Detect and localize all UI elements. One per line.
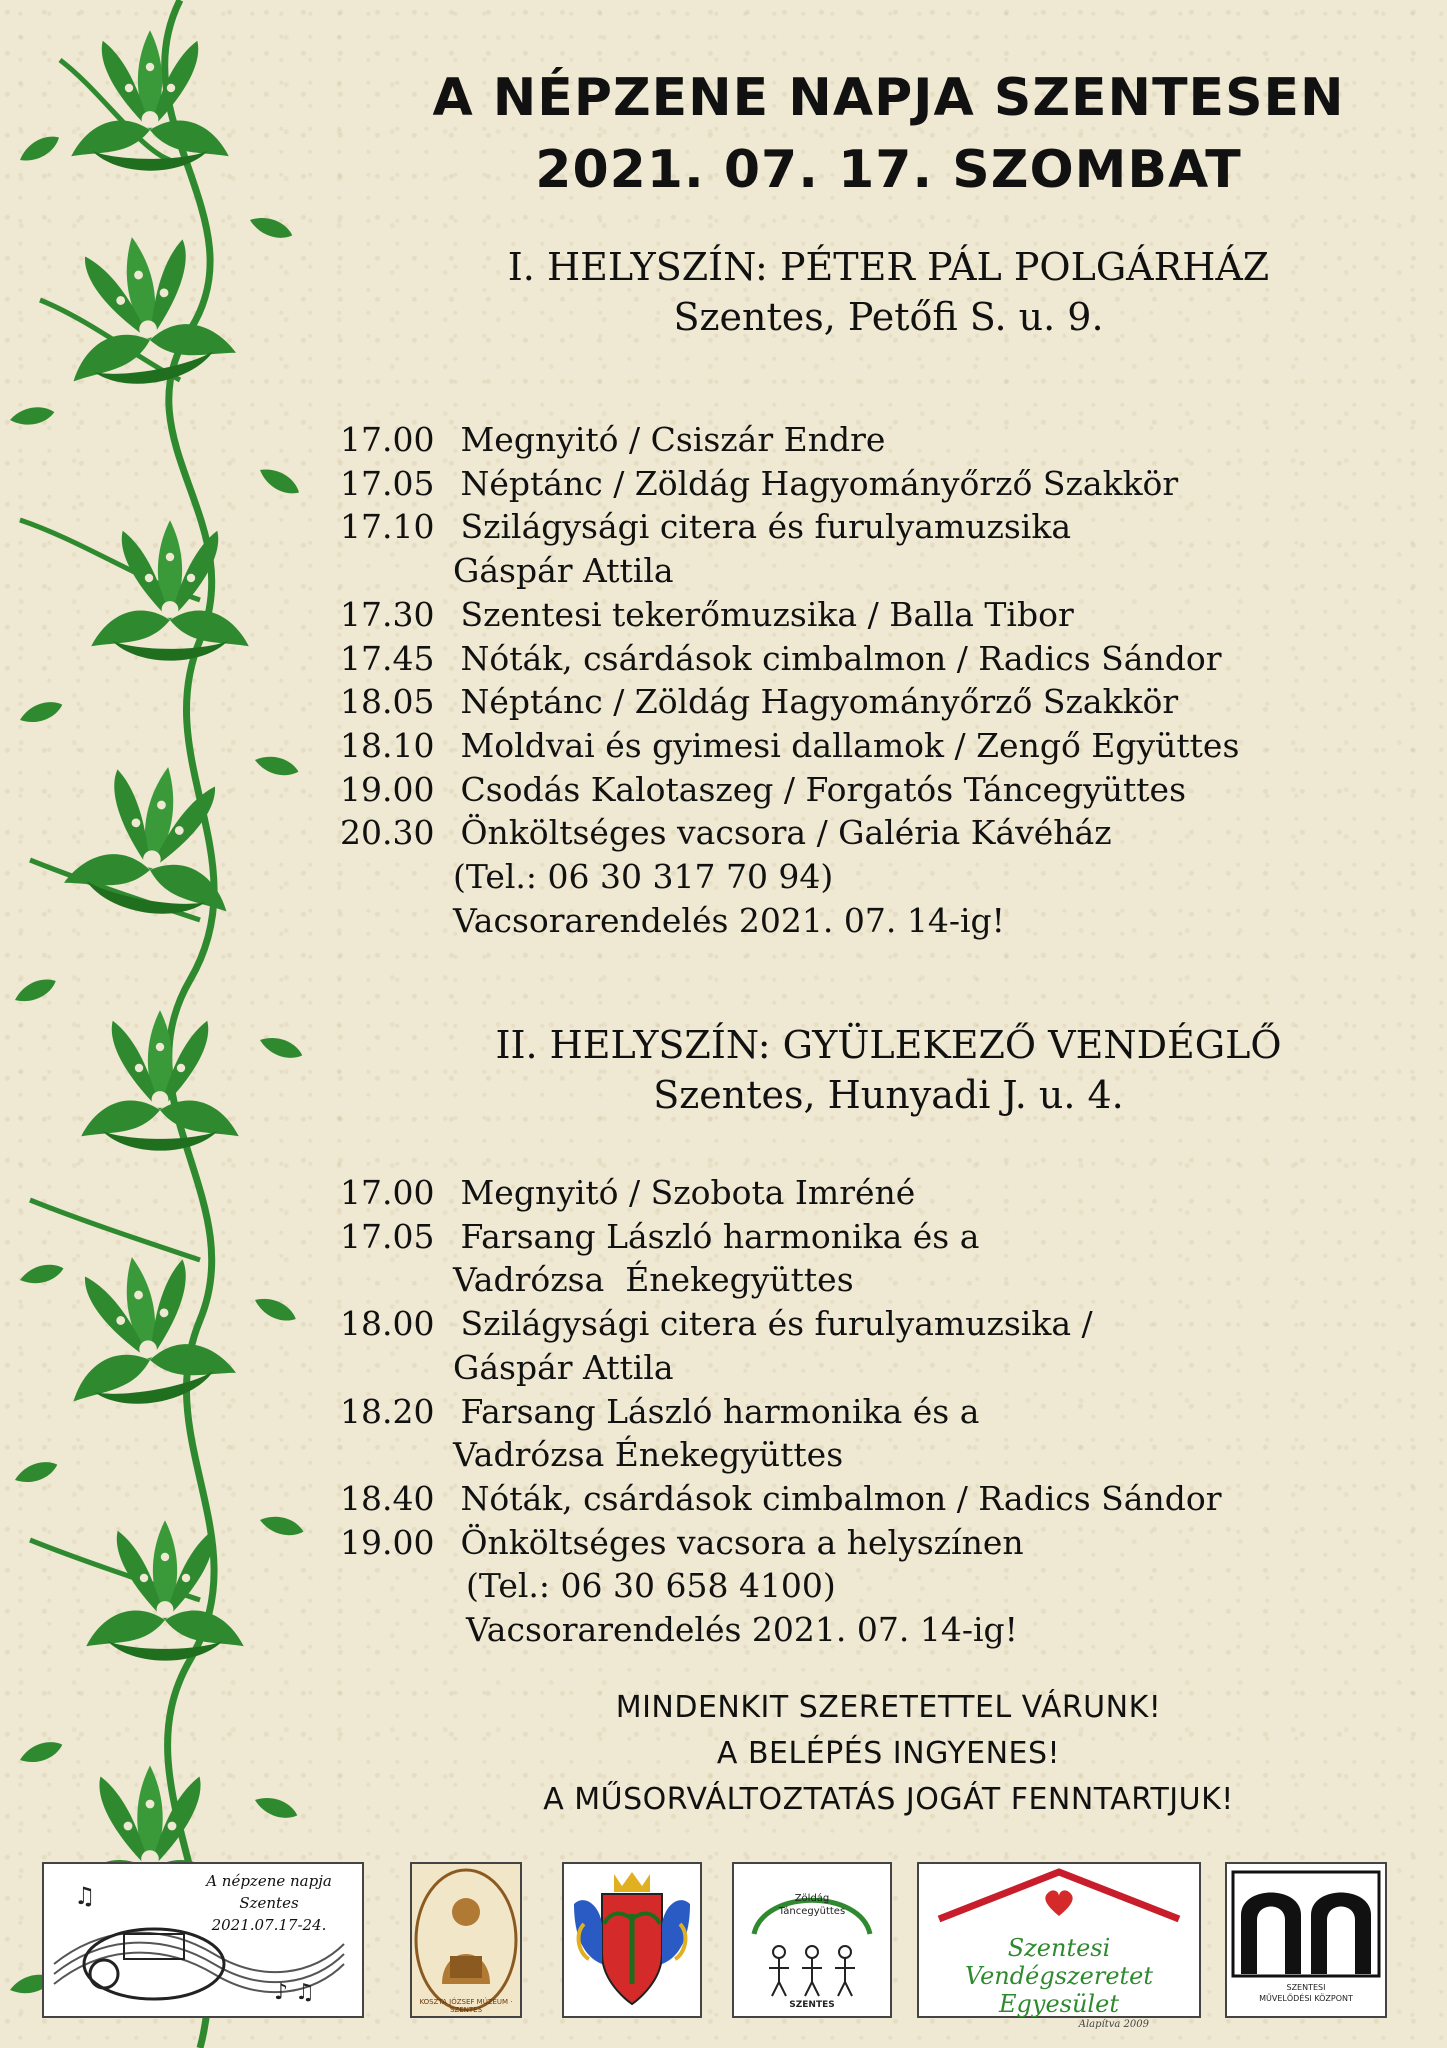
- schedule-time: 18.20: [340, 1391, 435, 1431]
- schedule-text: Önköltséges vacsora / Galéria Kávéház: [460, 813, 1112, 853]
- schedule-row: [340, 418, 1440, 462]
- hospitality-logo: [917, 1862, 1201, 2030]
- schedule-text: Nóták, csárdások cimbalmon / Radics Sándor: [460, 1478, 1222, 1518]
- schedule-text: Vadrózsa Énekegyüttes: [453, 1435, 844, 1475]
- schedule-time: 19.00: [340, 769, 435, 809]
- schedule-row: [340, 1390, 1440, 1434]
- schedule-time: 19.00: [340, 1522, 435, 1562]
- schedule-row: [340, 462, 1440, 506]
- dance-logo-line3: SZENTES: [789, 2000, 835, 2010]
- hospitality-logo-line3: Alapítva 2009: [1078, 2019, 1149, 2030]
- schedule-row: [340, 811, 1440, 855]
- schedule-row: [340, 724, 1440, 768]
- cultural-center-logo: [1225, 1862, 1387, 2018]
- sponsor-logos: [0, 1862, 1447, 2030]
- svg-text:♪ ♫: ♪ ♫: [274, 1980, 315, 2005]
- schedule-text: Gáspár Attila: [453, 551, 674, 591]
- coat-of-arms-logo: [562, 1862, 702, 2018]
- venue-2-schedule: [340, 1171, 1440, 1652]
- schedule-row: [340, 1521, 1440, 1565]
- arches-icon: [1227, 1870, 1385, 1980]
- poster-title: A NÉPZENE NAPJA SZENTESEN: [432, 68, 1345, 128]
- schedule-text: Farsang László harmonika és a: [460, 1216, 980, 1256]
- schedule-row: [340, 768, 1440, 812]
- svg-text:♫: ♫: [74, 1882, 96, 1910]
- floral-vine-decoration: [0, 0, 330, 2048]
- dance-logo-line2: Táncegyüttes: [778, 1906, 846, 1917]
- schedule-time: 17.05: [340, 1216, 435, 1256]
- schedule-phone: (Tel.: 06 30 658 4100): [466, 1566, 836, 1606]
- schedule-row: [340, 505, 1440, 549]
- festival-logo: [42, 1862, 364, 2018]
- schedule-row: [340, 1171, 1440, 1215]
- poster-content: [330, 0, 1447, 2048]
- schedule-time: 17.05: [340, 463, 435, 503]
- schedule-row: [340, 637, 1440, 681]
- culture-logo-line1: SZENTESI: [1286, 1983, 1326, 1992]
- roof-heart-icon: [919, 1864, 1199, 1934]
- festival-logo-line3: 2021.07.17-24.: [211, 1916, 327, 1934]
- schedule-time: 18.40: [340, 1478, 435, 1518]
- dance-group-logo: [732, 1862, 892, 2018]
- poster-date: 2021. 07. 17. SZOMBAT: [535, 140, 1242, 200]
- schedule-text: Nóták, csárdások cimbalmon / Radics Sándor: [460, 638, 1222, 678]
- festival-logo-line2: Szentes: [239, 1894, 299, 1912]
- schedule-row-continued: [340, 1433, 1440, 1477]
- coat-of-arms-icon: [564, 1864, 700, 2016]
- schedule-time: 18.00: [340, 1304, 435, 1344]
- schedule-row-continued: [340, 899, 1440, 943]
- hospitality-logo-line2: Egyesület: [999, 1990, 1119, 2018]
- schedule-time: 18.05: [340, 682, 435, 722]
- schedule-text: Csodás Kalotaszeg / Forgatós Táncegyüttes: [460, 769, 1187, 809]
- closing-message: [330, 1685, 1447, 1823]
- schedule-text: Szentesi tekerőmuzsika / Balla Tibor: [460, 594, 1074, 634]
- schedule-row: [340, 1477, 1440, 1521]
- schedule-text: Néptánc / Zöldág Hagyományőrző Szakkör: [460, 463, 1179, 503]
- closing-line-free-entry: A BELÉPÉS INGYENES!: [716, 1736, 1061, 1771]
- schedule-row: [340, 593, 1440, 637]
- venue-2-name: II. HELYSZÍN: GYÜLEKEZŐ VENDÉGLŐ: [495, 1023, 1282, 1067]
- schedule-row: [340, 680, 1440, 724]
- venue-1-name: I. HELYSZÍN: PÉTER PÁL POLGÁRHÁZ: [507, 245, 1270, 289]
- schedule-text: Néptánc / Zöldág Hagyományőrző Szakkör: [460, 682, 1179, 722]
- museum-logo: [410, 1862, 522, 2018]
- closing-line-welcome: MINDENKIT SZERETETTEL VÁRUNK!: [615, 1690, 1162, 1725]
- schedule-text: Gáspár Attila: [453, 1347, 674, 1387]
- dancers-icon: [734, 1864, 890, 2016]
- schedule-text: Farsang László harmonika és a: [460, 1391, 980, 1431]
- venue-1-address: Szentes, Petőfi S. u. 9.: [673, 295, 1104, 339]
- schedule-text: Megnyitó / Csiszár Endre: [460, 420, 886, 459]
- schedule-time: 18.10: [340, 725, 435, 765]
- schedule-row-continued: [340, 1346, 1440, 1390]
- schedule-time: 17.45: [340, 638, 435, 678]
- schedule-row-continued: [340, 549, 1440, 593]
- schedule-row: [340, 1215, 1440, 1259]
- schedule-text: Önköltséges vacsora a helyszínen: [460, 1522, 1024, 1562]
- schedule-row: [340, 1302, 1440, 1346]
- schedule-text: Szilágysági citera és furulyamuzsika /: [460, 1304, 1093, 1344]
- schedule-time: 17.00: [340, 420, 435, 459]
- venue-2-heading: [330, 1020, 1447, 1120]
- schedule-time: 20.30: [340, 813, 435, 853]
- venue-1-schedule: [340, 418, 1440, 942]
- dance-logo-line1: Zöldág: [794, 1893, 830, 1904]
- schedule-text: Vadrózsa Énekegyüttes: [453, 1260, 854, 1300]
- hospitality-logo-line1: Szentesi Vendégszeretet: [964, 1934, 1154, 1990]
- schedule-row-continued: [340, 855, 1440, 899]
- schedule-note: Vacsorarendelés 2021. 07. 14-ig!: [466, 1610, 1018, 1650]
- schedule-time: 17.00: [340, 1173, 435, 1212]
- schedule-text: Moldvai és gyimesi dallamok / Zengő Együttes: [460, 725, 1240, 765]
- festival-logo-line1: A népzene napja: [206, 1872, 332, 1890]
- schedule-row-continued: [340, 1608, 1440, 1652]
- schedule-note: Vacsorarendelés 2021. 07. 14-ig!: [453, 900, 1005, 940]
- venue-2-address: Szentes, Hunyadi J. u. 4.: [653, 1073, 1124, 1117]
- venue-1-heading: [330, 242, 1447, 342]
- schedule-text: Szilágysági citera és furulyamuzsika: [460, 507, 1071, 547]
- closing-line-program-change: A MŰSORVÁLTOZTATÁS JOGÁT FENNTARTJUK!: [543, 1782, 1234, 1817]
- schedule-row-continued: [340, 1258, 1440, 1302]
- schedule-phone: (Tel.: 06 30 317 70 94): [453, 857, 834, 897]
- museum-logo-text: KOSZTA JÓZSEF MÚZEUM · SZENTES: [419, 1998, 513, 2014]
- schedule-time: 17.10: [340, 507, 435, 547]
- culture-logo-line2: MŰVELŐDÉSI KÖZPONT: [1259, 1994, 1353, 2003]
- schedule-time: 17.30: [340, 594, 435, 634]
- schedule-row-continued: [340, 1564, 1440, 1608]
- schedule-text: Megnyitó / Szobota Imréné: [460, 1173, 916, 1212]
